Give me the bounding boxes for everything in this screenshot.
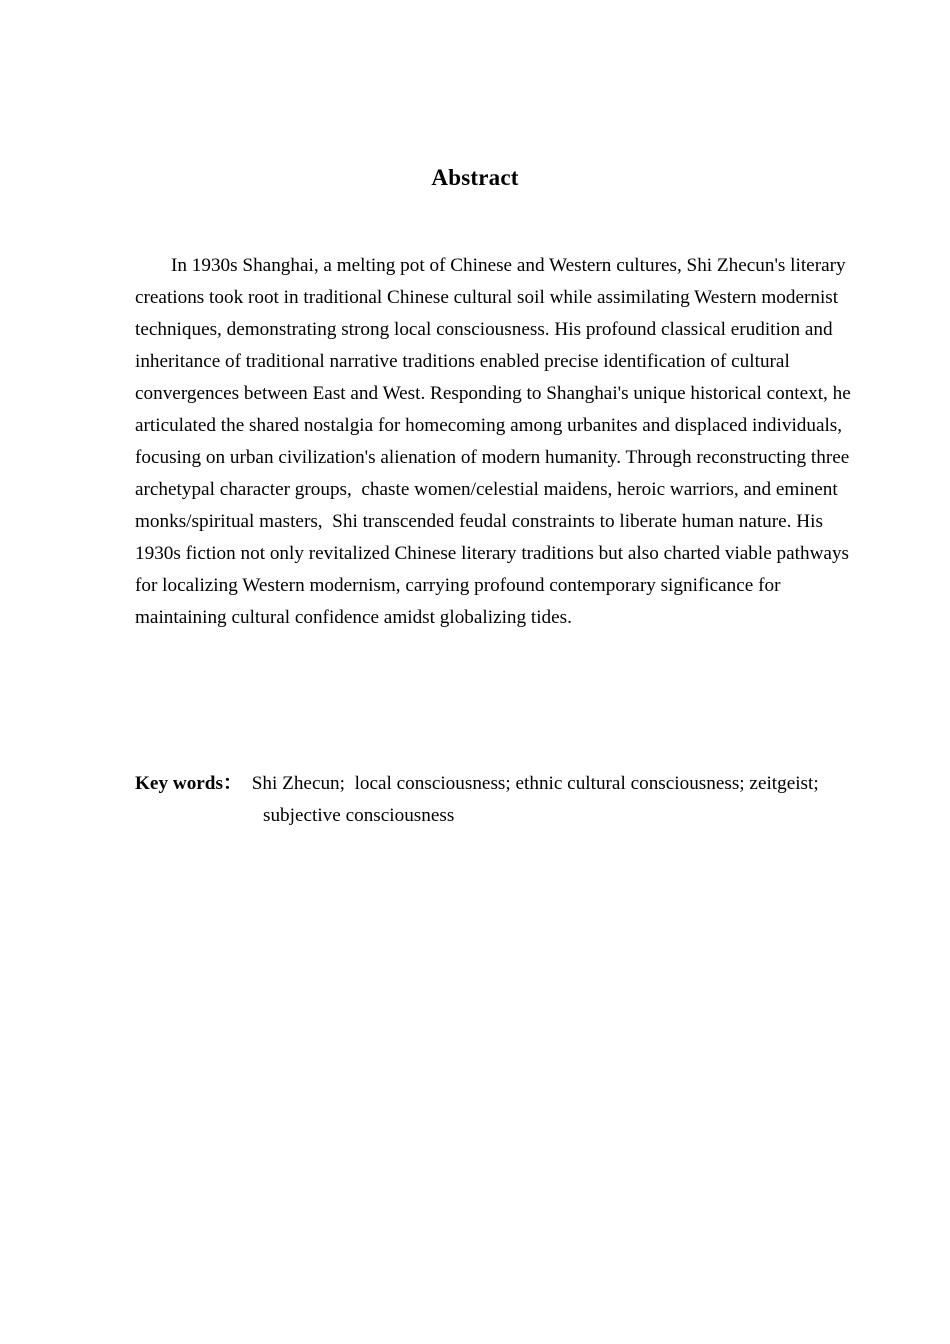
keywords-section [135,768,895,832]
keywords-label: Key words [135,773,223,794]
abstract-body-text: In 1930s Shanghai, a melting pot of Chinese and Western cultures, Shi Zhecun's literary creations took root in traditional Chinese cultural soil while assimilating Western modernist techniques, demonstrating strong local consciousness. His profound classical erudition and inheritance of traditional narrative traditions enabled precise identification of cultural convergences between East and West. Responding to Shanghai's unique historical context, he articulated the shared nostalgia for homecoming among urbanites and displaced individuals, focusing on urban civilization's alienation of modern humanity. Through reconstructing three archetypal character groups, chaste women/celestial maidens, heroic warriors, and eminent monks/spiritual masters, Shi transcended feudal constraints to liberate human nature. His 1930s fiction not only revitalized Chinese literary traditions but also charted viable pathways for localizing Western modernism, carrying profound contemporary significance for maintaining cultural confidence amidst globalizing tides. [135,255,856,628]
page-title: Abstract [431,165,519,190]
keywords-values: Shi Zhecun; local consciousness; ethnic cultural consciousness; zeitgeist; subjective consciousness [242,773,824,826]
abstract-section [135,250,856,634]
keywords-colon: ： [222,773,243,794]
keywords-line [135,768,895,832]
